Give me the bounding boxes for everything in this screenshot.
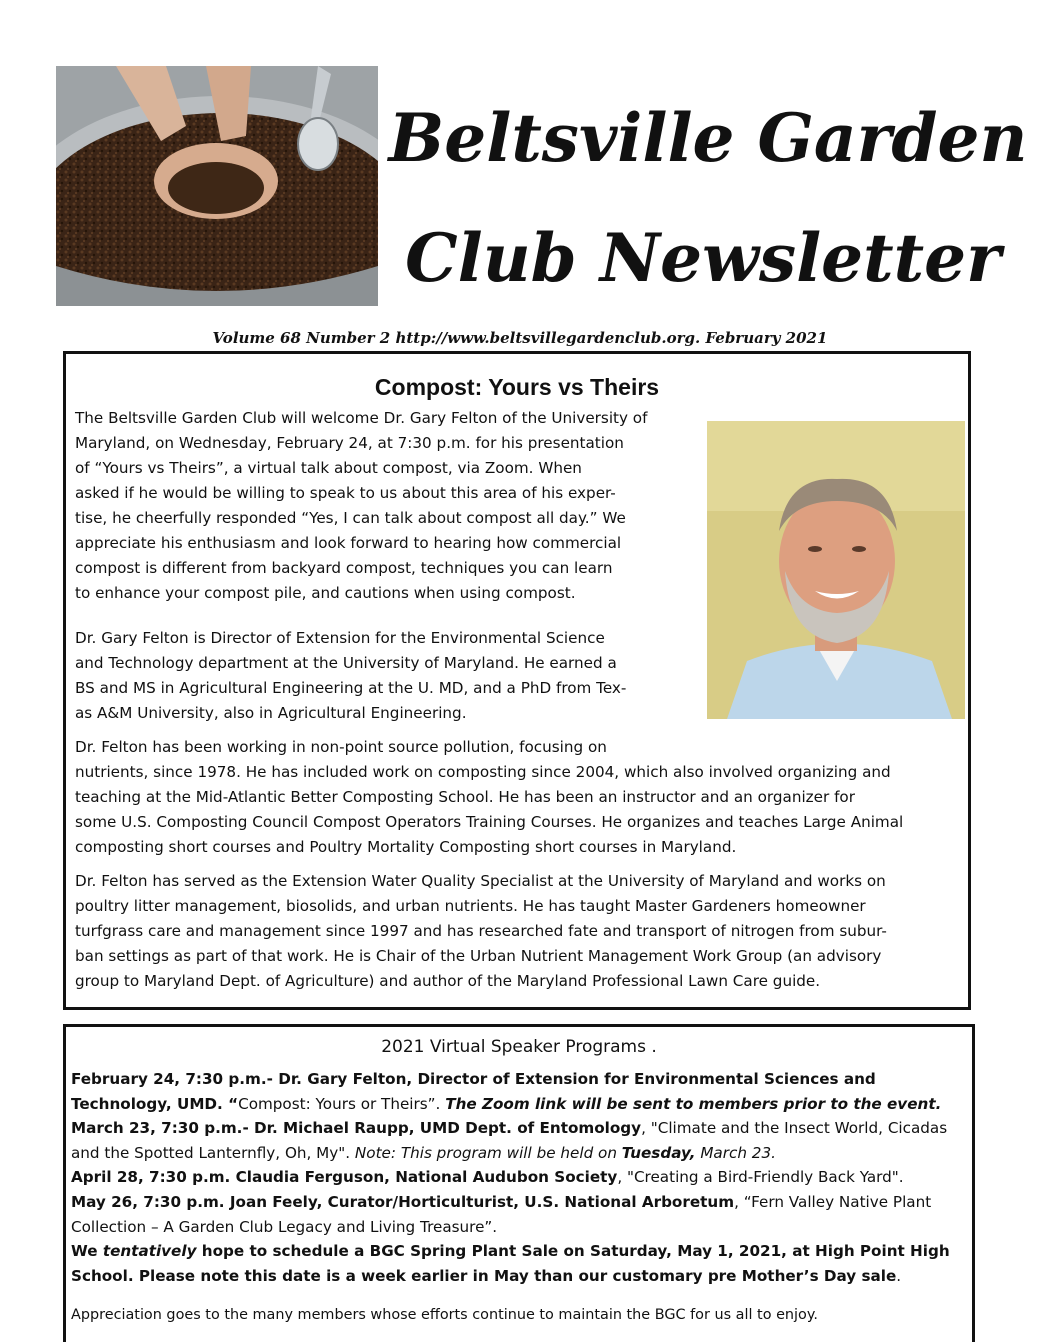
text-line: to enhance your compost pile, and cautions when using compost. (75, 584, 576, 602)
masthead-line-1: Beltsville Garden (388, 99, 1028, 177)
program-note-emphasis: Tuesday, (621, 1143, 696, 1162)
program-note: Note: This program will be held on (354, 1143, 622, 1162)
appreciation-note: Appreciation goes to the many members whose efforts continue to maintain the BGC for us all to enjoy. (71, 1307, 818, 1323)
program-april (71, 1165, 971, 1190)
text-line: of “Yours vs Theirs”, a virtual talk about compost, via Zoom. When (75, 459, 582, 477)
text-line: poultry litter management, biosolids, and urban nutrients. He has taught Master Gardeners homeowner (75, 897, 866, 915)
text-line: nutrients, since 1978. He has included work on composting since 2004, which also involved organizing and (75, 763, 891, 781)
program-title-text: , "Climate and the Insect World, Cicadas and the Spotted Lanternfly, Oh, My". (71, 1119, 948, 1162)
text-line: The Beltsville Garden Club will welcome Dr. Gary Felton of the University of (75, 409, 648, 427)
text-line: appreciate his enthusiasm and look forward to hearing how commercial (75, 534, 622, 552)
compost-hands-photo (56, 66, 378, 306)
program-february (71, 1067, 971, 1116)
volume-line: Volume 68 Number 2 http://www.beltsvillegardenclub.org. February 2021 (212, 329, 828, 347)
text-line: teaching at the Mid-Atlantic Better Composting School. He has been an instructor and an organizer for (75, 788, 855, 806)
program-speaker: March 23, 7:30 p.m.- Dr. Michael Raupp, UMD Dept. of Entomology (71, 1119, 642, 1137)
newsletter-masthead (388, 78, 1028, 318)
program-note: The Zoom link will be sent to members prior to the event. (445, 1094, 942, 1113)
program-title-text: Compost: Yours or Theirs”. (238, 1094, 446, 1113)
compost-article-box (63, 351, 971, 1010)
plant-sale-notice (71, 1239, 971, 1288)
program-title-text: , "Creating a Bird-Friendly Back Yard". (617, 1168, 904, 1186)
text-line: some U.S. Composting Council Compost Operators Training Courses. He organizes and teaches Large Animal (75, 813, 904, 831)
text-line: as A&M University, also in Agricultural Engineering. (75, 704, 467, 722)
programs-title: 2021 Virtual Speaker Programs . (381, 1037, 657, 1057)
speaker-portrait (707, 421, 965, 719)
article-paragraph-2 (75, 626, 626, 726)
speaker-programs-box (63, 1024, 975, 1342)
text-line: composting short courses and Poultry Mortality Composting short courses in Maryland. (75, 838, 737, 856)
program-speaker: May 26, 7:30 p.m. Joan Feely, Curator/Horticulturist, U.S. National Arboretum (71, 1193, 735, 1211)
sale-emphasis: tentatively (102, 1242, 197, 1260)
text-line: turfgrass care and management since 1997 and has researched fate and transport of nitrogen from subur- (75, 922, 887, 940)
sale-text: . (896, 1266, 902, 1285)
text-line: ban settings as part of that work. He is Chair of the Urban Nutrient Management Work Group (an advisory (75, 947, 882, 965)
article-paragraph-3 (75, 735, 903, 860)
text-line: tise, he cheerfully responded “Yes, I can talk about compost all day.” We (75, 509, 626, 527)
article-title: Compost: Yours vs Theirs (374, 374, 660, 400)
article-paragraph-1 (75, 406, 647, 606)
text-line: Dr. Felton has been working in non-point source pollution, focusing on (75, 738, 607, 756)
sale-text: We (71, 1242, 103, 1260)
text-line: Dr. Gary Felton is Director of Extension for the Environmental Science (75, 629, 605, 647)
text-line: compost is different from backyard compost, techniques you can learn (75, 559, 613, 577)
text-line: BS and MS in Agricultural Engineering at the U. MD, and a PhD from Tex- (75, 679, 627, 697)
text-line: asked if he would be willing to speak to us about this area of his exper- (75, 484, 616, 502)
program-march (71, 1116, 971, 1165)
program-title-text: , “Fern Valley Native Plant Collection – A Garden Club Legacy and Living Treasure”. (71, 1193, 932, 1236)
text-line: and Technology department at the University of Maryland. He earned a (75, 654, 617, 672)
program-note: March 23. (695, 1143, 776, 1162)
text-line: group to Maryland Dept. of Agriculture) and author of the Maryland Professional Lawn Care guide. (75, 972, 821, 990)
program-may (71, 1190, 971, 1239)
text-line: Maryland, on Wednesday, February 24, at 7:30 p.m. for his presentation (75, 434, 624, 452)
masthead-line-2: Club Newsletter (405, 219, 1001, 297)
article-paragraph-4 (75, 869, 887, 994)
program-speaker: April 28, 7:30 p.m. Claudia Ferguson, National Audubon Society (71, 1168, 618, 1186)
program-speaker: February 24, 7:30 p.m.- Dr. Gary Felton, Director of Extension for Environmental Sciences and Technology, UMD. “ (71, 1070, 876, 1113)
text-line: Dr. Felton has served as the Extension Water Quality Specialist at the University of Maryland and works on (75, 872, 886, 890)
sale-text: hope to schedule a BGC Spring Plant Sale on Saturday, May 1, 2021, at High Point High School. Please note this date is a week earlier in May than our customary pre Mother’s Day sale (71, 1242, 950, 1285)
